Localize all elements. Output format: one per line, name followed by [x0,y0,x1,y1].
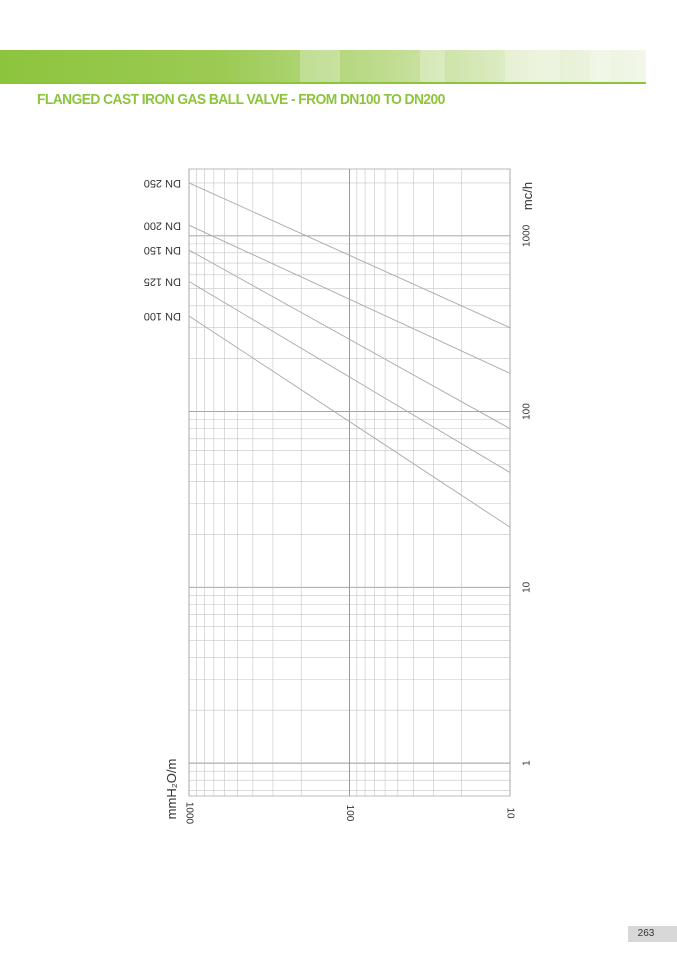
series-label: DN 150 [143,244,181,257]
flow-tick-label: 100 [521,403,533,420]
flow-tick-label: 1000 [521,224,533,247]
flow-tick-labels [522,224,533,766]
flow-axis-label: mc/h [520,181,535,211]
pressure-gridlines [189,169,510,796]
series-labels [144,177,181,322]
pressure-axis-label: mmH₂O/m [164,758,179,820]
pressure-tick-label: 100 [343,804,355,822]
page-title: FLANGED CAST IRON GAS BALL VALVE - FROM DN100 TO DN200 [37,91,445,108]
series-label: DN 100 [143,310,181,323]
pressure-tick-label: 10 [504,807,516,819]
pressure-tick-labels [183,802,515,825]
pressure-tick-label: 1000 [183,801,195,825]
series-label: DN 250 [143,177,181,190]
series-label: DN 125 [143,275,181,288]
flow-tick-label: 1 [521,760,533,766]
series-label: DN 200 [143,219,181,232]
page-number-box [628,926,677,942]
flow-tick-label: 10 [521,581,533,593]
page-number: 263 [637,928,655,939]
